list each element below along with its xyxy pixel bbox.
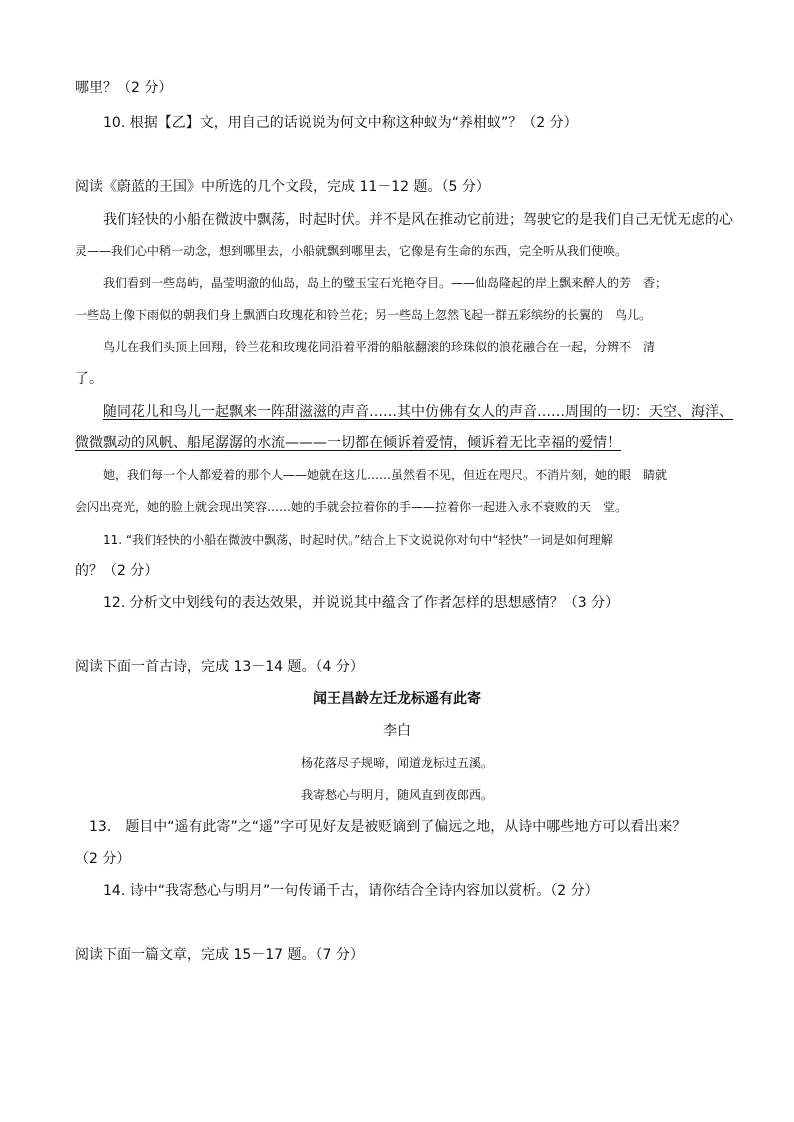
passage-paragraph-2-line-1: 我们看到一些岛屿，晶莹明澈的仙岛，岛上的璧玉宝石光艳夺目。——仙岛隆起的岸上飘来醉人的芳 香； — [103, 276, 668, 290]
poem-line-1: 杨花落尽子规啼，闻道龙标过五溪。 — [300, 756, 493, 770]
poem-author: 李白 — [383, 723, 411, 739]
passage-paragraph-5-line-1: 她，我们每一个人都爱着的那个人——她就在这儿……虽然看不见，但近在咫尺。不消片刻，她的眼 睛就 — [103, 468, 668, 482]
passage-paragraph-1-line-1: 我们轻快的小船在微波中飘荡，时起时伏。并不是风在推动它前进；驾驶它的是我们自己无忧无虑的心 — [103, 212, 733, 228]
passage-paragraph-3-line-1: 鸟儿在我们头顶上回翔，铃兰花和玫瑰花同沿着平滑的船舷翻滚的珍珠似的浪花融合在一起，分辨不 清 — [103, 340, 656, 354]
poem-title: 闻王昌龄左迁龙标遥有此寄 — [313, 691, 481, 707]
underlined-sentence-line-1: 随同花儿和鸟儿一起飘来一阵甜滋滋的声音……其中仿佛有女人的声音……周围的一切：天空、海洋、 — [103, 404, 733, 420]
question-11-line-1: 11. “我们轻快的小船在微波中飘荡，时起时伏。”结合上下文说说你对句中“轻快”一词是如何理解 — [103, 533, 613, 547]
question-14: 14. 诗中“我寄愁心与明月”一句传诵千古，请你结合全诗内容加以赏析。（2 分） — [103, 883, 599, 899]
underlined-sentence-line-2: 微微飘动的风帆、船尾潺潺的水流———一切都在倾诉着爱情，倾诉着无比幸福的爱情！ — [75, 435, 621, 451]
section-heading-15-17: 阅读下面一篇文章，完成 15－17 题。（7 分） — [75, 947, 364, 963]
passage-paragraph-1-line-2: 灵——我们心中稍一动念，想到哪里去，小船就飘到哪里去，它像是有生命的东西，完全听从我们使唤。 — [75, 244, 628, 258]
section-heading-13-14: 阅读下面一首古诗，完成 13－14 题。（4 分） — [75, 659, 364, 675]
question-12: 12. 分析文中划线句的表达效果，并说说其中蕴含了作者怎样的思想感情？（3 分） — [103, 595, 620, 611]
question-13-line-1: 13. 题目中“遥有此寄”之“遥”字可见好友是被贬谪到了偏远之地，从诗中哪些地方可以看出来？ — [89, 819, 687, 835]
question-10: 10. 根据【乙】文，用自己的话说说为何文中称这种蚁为“养柑蚁”？（2 分） — [103, 115, 578, 131]
passage-paragraph-5-line-2: 会闪出亮光，她的脸上就会现出笑容……她的手就会拉着你的手——拉着你一起进入永不衰败的天 堂。 — [75, 500, 628, 514]
question-13-line-2: （2 分） — [75, 851, 131, 867]
passage-paragraph-2-line-2: 一些岛上像下雨似的朝我们身上飘洒白玫瑰花和铃兰花；另一些岛上忽然飞起一群五彩缤纷的长翼的 鸟儿。 — [75, 308, 652, 322]
section-heading-11-12: 阅读《蔚蓝的王国》中所选的几个文段，完成 11－12 题。（5 分） — [75, 179, 490, 195]
poem-line-2: 我寄愁心与明月，随风直到夜郎西。 — [300, 788, 493, 802]
question-11-line-2: 的？（2 分） — [75, 563, 159, 579]
passage-paragraph-3-line-2: 了。 — [75, 371, 103, 387]
question-9-tail: 哪里？（2 分） — [75, 80, 173, 96]
